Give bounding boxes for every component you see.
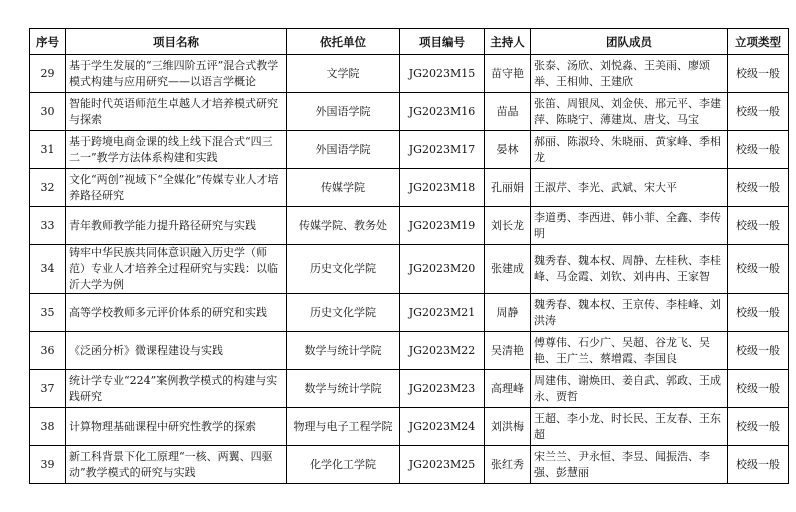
- cell-members: 傅尊伟、石少广、吴超、谷龙飞、吴艳、王广兰、蔡增霞、李国良: [531, 332, 728, 370]
- cell-host: 孔丽娟: [485, 169, 531, 207]
- cell-type: 校级一般: [728, 370, 789, 408]
- cell-code: JG2023M25: [400, 446, 485, 484]
- cell-host: 吴清艳: [485, 332, 531, 370]
- cell-no: 30: [30, 93, 66, 131]
- cell-members: 王超、李小龙、时长民、王友春、王东超: [531, 408, 728, 446]
- cell-unit: 外国语学院: [287, 131, 400, 169]
- header-members: 团队成员: [531, 29, 728, 55]
- cell-type: 校级一般: [728, 446, 789, 484]
- cell-unit: 传媒学院: [287, 169, 400, 207]
- cell-code: JG2023M18: [400, 169, 485, 207]
- header-host: 主持人: [485, 29, 531, 55]
- cell-no: 39: [30, 446, 66, 484]
- table-row: [30, 332, 789, 370]
- cell-name: 《泛函分析》微课程建设与实践: [66, 332, 287, 370]
- cell-no: 33: [30, 207, 66, 245]
- cell-members: 张泰、汤欣、刘悦淼、王美雨、廖颂举、王相帅、王建欣: [531, 55, 728, 93]
- cell-no: 29: [30, 55, 66, 93]
- cell-unit: 物理与电子工程学院: [287, 408, 400, 446]
- cell-name: 统计学专业“224”案例教学模式的构建与实践研究: [66, 370, 287, 408]
- cell-name: 新工科背景下化工原理“一核、两翼、四驱动”教学模式的研究与实践: [66, 446, 287, 484]
- cell-members: 李道勇、李西进、韩小菲、全鑫、李传明: [531, 207, 728, 245]
- cell-members: 周建伟、谢焕田、姜自武、郭政、王成永、贾哲: [531, 370, 728, 408]
- cell-code: JG2023M20: [400, 245, 485, 294]
- cell-host: 刘长龙: [485, 207, 531, 245]
- cell-unit: 历史文化学院: [287, 245, 400, 294]
- cell-host: 刘洪梅: [485, 408, 531, 446]
- cell-no: 37: [30, 370, 66, 408]
- header-unit: 依托单位: [287, 29, 400, 55]
- table-row: [30, 93, 789, 131]
- cell-code: JG2023M15: [400, 55, 485, 93]
- cell-members: 王淑芹、李光、武斌、宋大平: [531, 169, 728, 207]
- table-row: [30, 169, 789, 207]
- cell-type: 校级一般: [728, 55, 789, 93]
- cell-host: 晏林: [485, 131, 531, 169]
- cell-host: 张红秀: [485, 446, 531, 484]
- cell-code: JG2023M16: [400, 93, 485, 131]
- cell-code: JG2023M19: [400, 207, 485, 245]
- cell-host: 张建成: [485, 245, 531, 294]
- cell-no: 31: [30, 131, 66, 169]
- cell-code: JG2023M22: [400, 332, 485, 370]
- cell-members: 张笛、周银凤、刘金侠、邢元平、李建萍、陈晓宁、薄建岚、唐戈、马宝: [531, 93, 728, 131]
- project-table: [29, 28, 789, 484]
- cell-host: 周静: [485, 294, 531, 332]
- cell-code: JG2023M17: [400, 131, 485, 169]
- cell-no: 38: [30, 408, 66, 446]
- cell-unit: 外国语学院: [287, 93, 400, 131]
- cell-code: JG2023M23: [400, 370, 485, 408]
- table-row: [30, 55, 789, 93]
- cell-name: 基于跨境电商金课的线上线下混合式“四三二一”教学方法体系构建和实践: [66, 131, 287, 169]
- cell-no: 34: [30, 245, 66, 294]
- table-row: [30, 294, 789, 332]
- cell-type: 校级一般: [728, 169, 789, 207]
- header-row: [30, 29, 789, 55]
- cell-host: 苗守艳: [485, 55, 531, 93]
- cell-unit: 数学与统计学院: [287, 332, 400, 370]
- cell-members: 宋兰兰、尹永恒、李昱、闻振浩、李强、彭慧丽: [531, 446, 728, 484]
- cell-name: 铸牢中华民族共同体意识融入历史学（师范）专业人才培养全过程研究与实践：以临沂大学为例: [66, 245, 287, 294]
- table-row: [30, 370, 789, 408]
- cell-name: 计算物理基础课程中研究性教学的探索: [66, 408, 287, 446]
- cell-code: JG2023M24: [400, 408, 485, 446]
- cell-no: 35: [30, 294, 66, 332]
- cell-no: 32: [30, 169, 66, 207]
- cell-unit: 数学与统计学院: [287, 370, 400, 408]
- header-code: 项目编号: [400, 29, 485, 55]
- header-no: 序号: [30, 29, 66, 55]
- cell-name: 文化“两创”视域下“全媒化”传媒专业人才培养路径研究: [66, 169, 287, 207]
- cell-unit: 化学化工学院: [287, 446, 400, 484]
- table-row: [30, 245, 789, 294]
- table-row: [30, 446, 789, 484]
- cell-members: 郝丽、陈淑玲、朱晓丽、黄家峰、季相龙: [531, 131, 728, 169]
- cell-name: 青年教师教学能力提升路径研究与实践: [66, 207, 287, 245]
- table-row: [30, 408, 789, 446]
- cell-type: 校级一般: [728, 131, 789, 169]
- cell-no: 36: [30, 332, 66, 370]
- cell-unit: 历史文化学院: [287, 294, 400, 332]
- cell-unit: 传媒学院、教务处: [287, 207, 400, 245]
- cell-type: 校级一般: [728, 207, 789, 245]
- cell-type: 校级一般: [728, 408, 789, 446]
- cell-type: 校级一般: [728, 245, 789, 294]
- cell-host: 苗晶: [485, 93, 531, 131]
- cell-unit: 文学院: [287, 55, 400, 93]
- cell-name: 智能时代英语师范生卓越人才培养模式研究与探索: [66, 93, 287, 131]
- cell-type: 校级一般: [728, 93, 789, 131]
- header-name: 项目名称: [66, 29, 287, 55]
- cell-code: JG2023M21: [400, 294, 485, 332]
- cell-name: 高等学校教师多元评价体系的研究和实践: [66, 294, 287, 332]
- table-row: [30, 131, 789, 169]
- cell-members: 魏秀春、魏本权、周静、左桂秋、李桂峰、马金霞、刘钦、刘冉冉、王家智: [531, 245, 728, 294]
- header-type: 立项类型: [728, 29, 789, 55]
- cell-name: 基于学生发展的“三维四阶五评”混合式教学模式构建与应用研究——以语言学概论: [66, 55, 287, 93]
- table-row: [30, 207, 789, 245]
- cell-host: 高理峰: [485, 370, 531, 408]
- cell-type: 校级一般: [728, 332, 789, 370]
- cell-members: 魏秀春、魏本权、王京传、李桂峰、刘洪涛: [531, 294, 728, 332]
- cell-type: 校级一般: [728, 294, 789, 332]
